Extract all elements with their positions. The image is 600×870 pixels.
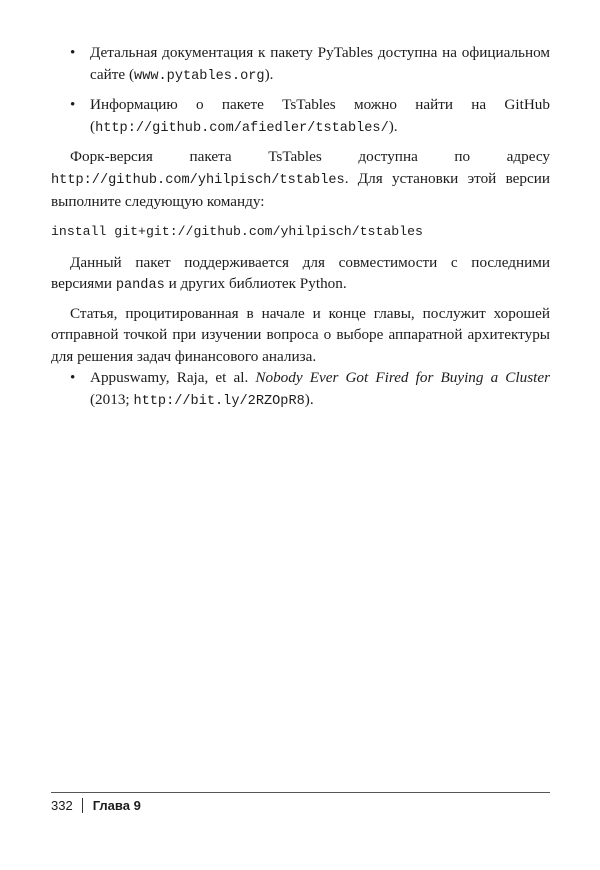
list-item-text: ). [388,117,398,135]
paragraph-article: Статья, процитированная в начале и конце главы, послужит хорошей отправной точкой при изучении вопроса о выборе аппаратной архитектуры для решения задач финансового анализа. [51,304,550,365]
reference-title: Nobody Ever Got Fired for Buying a Cluster [255,369,550,386]
url-code: http://github.com/afiedler/tstables/ [95,120,389,136]
install-command-code: install git+git://github.com/yhilpisch/tstables [51,223,423,239]
footer-separator [82,798,83,813]
page-footer [51,797,141,815]
reference-list [51,367,550,412]
reference-text: ). [304,390,314,408]
reference-text: (2013; [90,390,134,408]
inline-code: pandas [115,278,165,293]
page-content [51,42,550,419]
bullet-glyph: • [70,369,76,386]
list-item [51,42,550,87]
list-item [51,94,550,139]
url-code: www.pytables.org [134,68,265,84]
paragraph-fork: Форк-версия пакета TsTables доступна по адресу http://github.com/yhilpisch/tstables. Для установки этой версии выполните следующую команду: [51,148,550,210]
url-code: http://bit.ly/2RZOpR8 [133,393,305,409]
bullet-glyph: • [70,44,76,61]
url-code: http://github.com/yhilpisch/tstables [51,172,345,188]
resource-list [51,42,550,139]
list-item [51,367,550,412]
list-item-text: ). [264,65,274,83]
chapter-label: Глава 9 [92,798,141,813]
list-item-text: Информацию о пакете TsTables можно найти на GitHub ( [90,96,550,135]
list-item-text: Детальная документация к пакету PyTables доступна на официальном сайте ( [90,44,550,83]
footer-divider [51,792,550,793]
bullet-glyph: • [70,96,76,113]
paragraph-compat: Данный пакет поддерживается для совместимости с последними версиями pandas и других библиотек Python. [51,253,550,293]
page-number: 332 [51,798,73,813]
reference-authors: Appuswamy, Raja, et al. [90,369,256,386]
